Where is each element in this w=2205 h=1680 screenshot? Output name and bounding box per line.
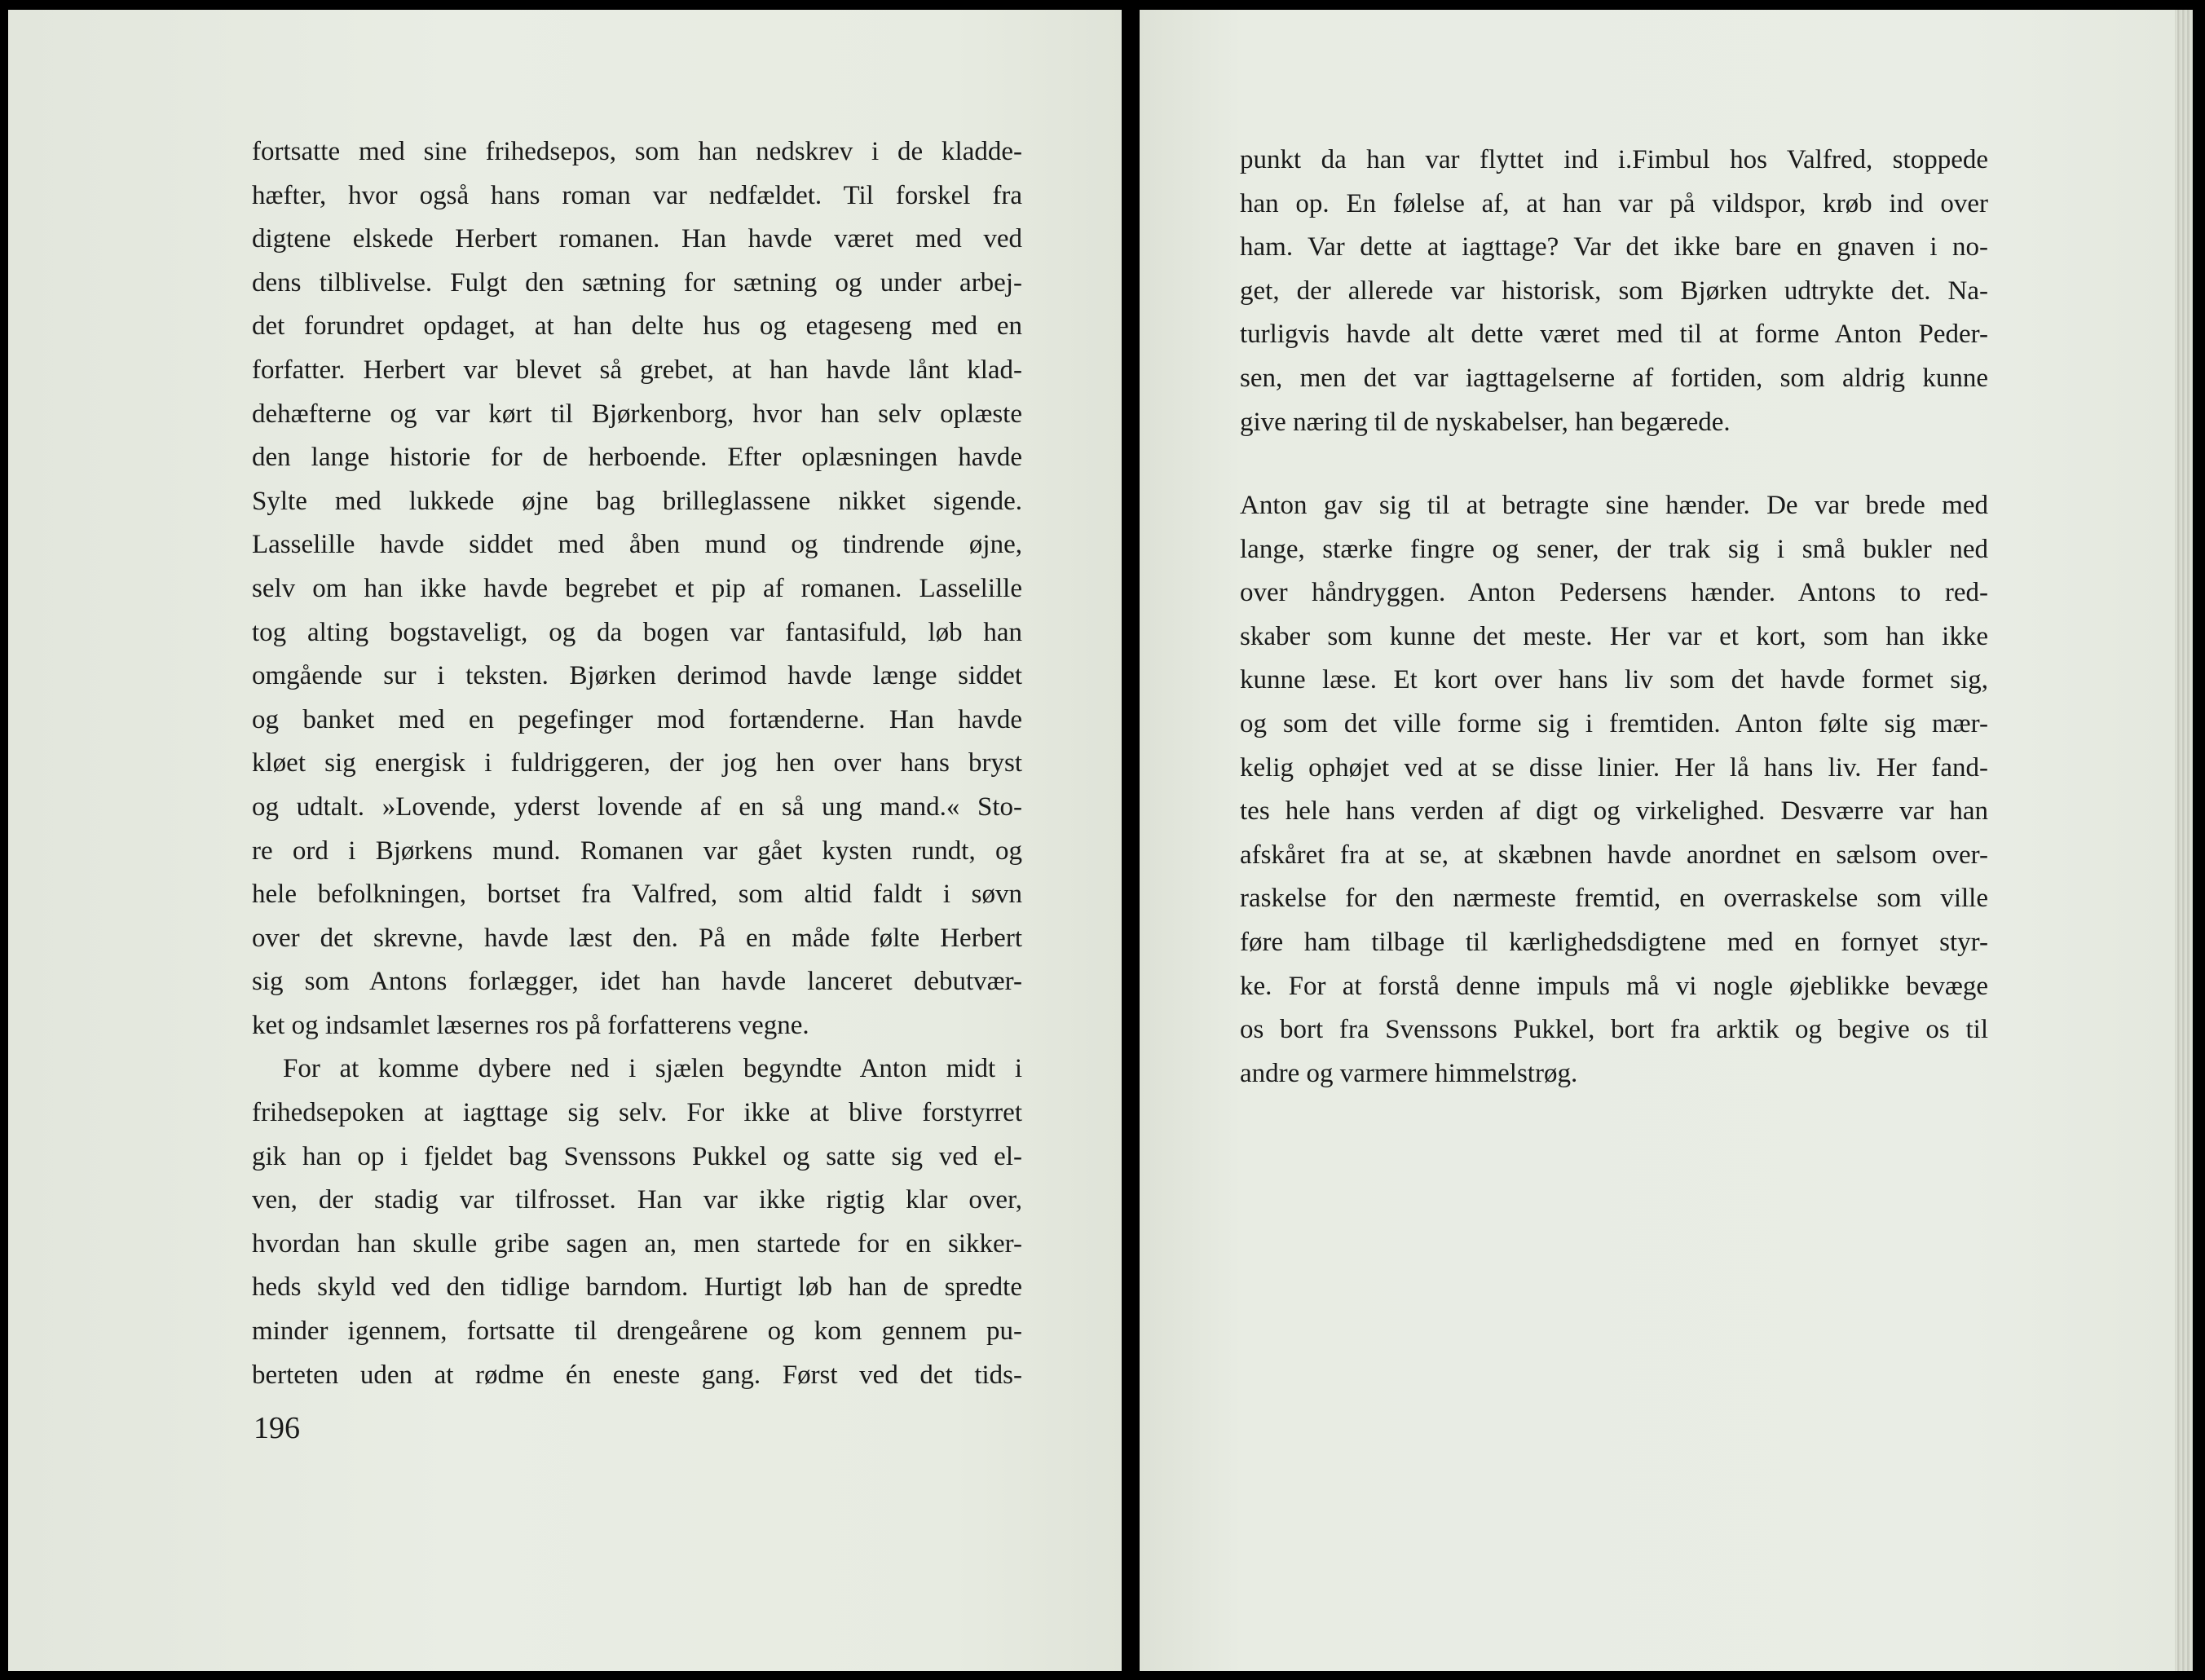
text-line: give næring til de nyskabelser, han begærede. xyxy=(1240,407,1731,437)
text-line: over det skrevne, havde læst den. På en måde følte Herbert xyxy=(252,923,1022,953)
text-line: kløet sig energisk i fuldriggeren, der jog hen over hans bryst xyxy=(252,748,1022,778)
text-line: og banket med en pegefinger mod fortænderne. Han havde xyxy=(252,704,1022,734)
text-line: minder igennem, fortsatte til drengeårene og kom gennem pu- xyxy=(252,1316,1022,1347)
text-line: punkt da han var flyttet ind i.Fimbul hos Valfred, stoppede xyxy=(1240,145,1988,174)
text-line: hæfter, hvor også hans roman var nedfældet. Til forskel fra xyxy=(252,180,1022,210)
text-line: turligvis havde alt dette været med til at forme Anton Peder- xyxy=(1240,320,1988,350)
text-line: omgående sur i teksten. Bjørken derimod havde længe siddet xyxy=(252,661,1022,691)
text-line: Lasselille havde siddet med åben mund og tindrende øjne, xyxy=(252,530,1022,560)
text-line: tes hele hans verden af digt og virkelighed. Desværre var han xyxy=(1240,796,1988,827)
text-line: den lange historie for de herboende. Efter oplæsningen havde xyxy=(252,443,1022,473)
text-line: get, der allerede var historisk, som Bjørken udtrykte det. Na- xyxy=(1240,276,1988,306)
text-line: os bort fra Svenssons Pukkel, bort fra arktik og begive os til xyxy=(1240,1015,1988,1045)
text-line: føre ham tilbage til kærlighedsdigtene med en fornyet styr- xyxy=(1240,927,1988,957)
text-line: andre og varmere himmelstrøg. xyxy=(1240,1058,1578,1088)
right-page-paragraph-2 xyxy=(1240,484,1988,1096)
text-line: sig som Antons forlægger, idet han havde lanceret debutvær- xyxy=(252,967,1022,997)
left-page-body xyxy=(252,130,1022,1397)
text-line: selv om han ikke havde begrebet et pip af romanen. Lasselille xyxy=(252,573,1022,603)
text-line: kelig ophøjet ved at se disse linier. Her lå hans liv. Her fand- xyxy=(1240,752,1988,783)
text-line: han op. En følelse af, at han var på vildspor, krøb ind over xyxy=(1240,188,1988,218)
text-line: og som det ville forme sig i fremtiden. Anton følte sig mær- xyxy=(1240,708,1988,739)
text-line: forfatter. Herbert var blevet så grebet, at han havde lånt klad- xyxy=(252,355,1022,385)
text-line: Sylte med lukkede øjne bag brilleglassene nikket sigende. xyxy=(252,486,1022,516)
text-line: over håndryggen. Anton Pedersens hænder. Antons to red- xyxy=(1240,578,1988,608)
text-line: dehæfterne og var kørt til Bjørkenborg, hvor han selv oplæste xyxy=(252,399,1022,429)
text-line: For at komme dybere ned i sjælen begyndte Anton midt i xyxy=(283,1054,1022,1084)
text-line: heds skyld ved den tidlige barndom. Hurtigt løb han de spredte xyxy=(252,1272,1022,1303)
text-line: tog alting bogstaveligt, og da bogen var fantasifuld, løb han xyxy=(252,617,1022,647)
text-line: ven, der stadig var tilfrosset. Han var ikke rigtig klar over, xyxy=(252,1185,1022,1215)
text-line: Anton gav sig til at betragte sine hænder. De var brede med xyxy=(1240,491,1988,520)
text-line: frihedsepoken at iagttage sig selv. For ikke at blive forstyrret xyxy=(252,1098,1022,1128)
text-line: hele befolkningen, bortset fra Valfred, som altid faldt i søvn xyxy=(252,880,1022,910)
text-line: gik han op i fjeldet bag Svenssons Pukkel og satte sig ved el- xyxy=(252,1141,1022,1171)
text-line: re ord i Bjørkens mund. Romanen var gået kysten rundt, og xyxy=(252,836,1022,866)
text-line: raskelse for den nærmeste fremtid, en overraskelse som ville xyxy=(1240,884,1988,914)
page-edge-stack xyxy=(2175,10,2193,1671)
text-line: og udtalt. »Lovende, yderst lovende af en så ung mand.« Sto- xyxy=(252,791,1022,822)
text-line: skaber som kunne det meste. Her var et kort, som han ikke xyxy=(1240,621,1988,651)
page-number: 196 xyxy=(254,1411,300,1445)
text-line: ke. For at forstå denne impuls må vi nogle øjeblikke bevæge xyxy=(1240,971,1988,1001)
text-line: berteten uden at rødme én eneste gang. Først ved det tids- xyxy=(252,1360,1022,1390)
text-line: digtene elskede Herbert romanen. Han havde været med ved xyxy=(252,224,1022,254)
text-line: fortsatte med sine frihedsepos, som han nedskrev i de kladde- xyxy=(252,137,1022,166)
text-line: lange, stærke fingre og sener, der trak sig i små bukler ned xyxy=(1240,534,1988,564)
text-line: ket og indsamlet læsernes ros på forfatterens vegne. xyxy=(252,1010,809,1040)
text-line: kunne læse. Et kort over hans liv som det havde formet sig, xyxy=(1240,665,1988,695)
text-line: det forundret opdaget, at han delte hus og etageseng med en xyxy=(252,311,1022,342)
text-line: hvordan han skulle gribe sagen an, men startede for en sikker- xyxy=(252,1228,1022,1259)
text-line: afskåret fra at se, at skæbnen havde anordnet en sælsom over- xyxy=(1240,840,1988,870)
text-line: dens tilblivelse. Fulgt den sætning for sætning og under arbej- xyxy=(252,267,1022,298)
text-line: sen, men det var iagttagelserne af fortiden, som aldrig kunne xyxy=(1240,363,1988,393)
text-line: ham. Var dette at iagttage? Var det ikke bare en gnaven i no- xyxy=(1240,232,1988,262)
right-page-paragraph-1 xyxy=(1240,139,1988,444)
